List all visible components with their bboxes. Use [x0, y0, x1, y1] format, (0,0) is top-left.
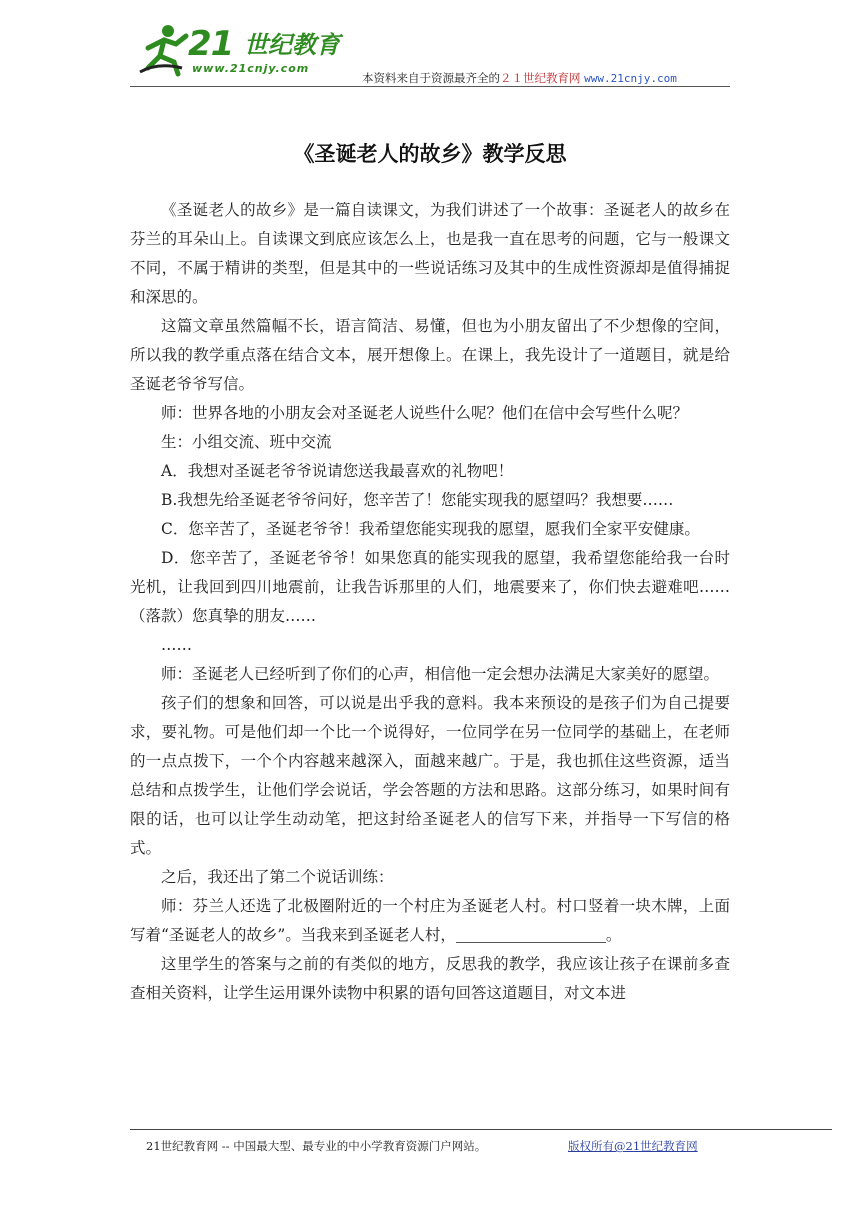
- paragraph: B.我想先给圣诞老爷爷问好，您辛苦了！您能实现我的愿望吗？我想要……: [161, 491, 674, 509]
- paragraph: ……: [161, 636, 192, 654]
- header-brand-link[interactable]: ２１世纪教育网: [500, 71, 581, 85]
- paragraph-with-blank: [130, 892, 730, 950]
- footer-copyright-link[interactable]: 版权所有@21世纪教育网: [568, 1139, 698, 1153]
- fill-in-blank: [456, 926, 606, 943]
- paragraph: 生：小组交流、班中交流: [161, 433, 332, 451]
- runner-logo-icon: [138, 22, 194, 78]
- paragraph: D．您辛苦了，圣诞老爷爷！如果您真的能实现我的愿望，我希望您能给我一台时光机，让我回到四川地震前，让我告诉那里的人们，地震要来了，你们快去避难吧……（落款）您真挚的朋友……: [130, 549, 730, 625]
- document-body: [130, 196, 730, 1008]
- paragraph-text: 师：芬兰人还选了北极圈附近的一个村庄为圣诞老人村。村口竖着一块木牌，上面写着“圣诞老人的故乡”。当我来到圣诞老人村，: [130, 897, 730, 944]
- header-note-prefix: 本资料来自于资源最齐全的: [362, 71, 500, 85]
- footer-text: 21世纪教育网 -- 中国最大型、最专业的中小学教育资源门户网站。: [146, 1139, 487, 1153]
- page-header: [130, 18, 730, 86]
- document-title: 《圣诞老人的故乡》教学反思: [293, 141, 567, 166]
- logo-brand-text: 世纪教育: [244, 31, 340, 59]
- footer-divider: [130, 1129, 832, 1130]
- paragraph: 这里学生的答案与之前的有类似的地方，反思我的教学，我应该让孩子在课前多查查相关资料，让学生运用课外读物中积累的语句回答这道题目，对文本进: [130, 955, 730, 1002]
- paragraph: 之后，我还出了第二个说话训练：: [161, 868, 394, 886]
- paragraph: 这篇文章虽然篇幅不长，语言简洁、易懂，但也为小朋友留出了不少想像的空间，所以我的教学重点落在结合文本，展开想像上。在课上，我先设计了一道题目，就是给圣诞老爷爷写信。: [130, 317, 730, 393]
- logo-url-text: www.21cnjy.com: [192, 62, 310, 75]
- header-url-link[interactable]: www.21cnjy.com: [584, 72, 677, 85]
- logo-number: 21: [188, 24, 234, 64]
- header-divider: [130, 86, 730, 87]
- paragraph: 师：世界各地的小朋友会对圣诞老人说些什么呢？他们在信中会写些什么呢？: [161, 404, 689, 422]
- paragraph: 《圣诞老人的故乡》是一篇自读课文，为我们讲述了一个故事：圣诞老人的故乡在芬兰的耳朵山上。自读课文到底应该怎么上，也是我一直在思考的问题，它与一般课文不同，不属于精讲的类型，但是其中的一些说话练习及其中的生成性资源却是值得捕捉和深思的。: [130, 201, 730, 306]
- paragraph: A．我想对圣诞老爷爷说请您送我最喜欢的礼物吧！: [161, 462, 514, 480]
- blank-end-punct: 。: [605, 926, 622, 944]
- paragraph: 孩子们的想象和回答，可以说是出乎我的意料。我本来预设的是孩子们为自己提要求，要礼物。可是他们却一个比一个说得好，一位同学在另一位同学的基础上，在老师的一点点拨下，一个个内容越来越深入，面越来越广。于是，我也抓住这些资源，适当总结和点拨学生，让他们学会说话，学会答题的方法和思路。这部分练习，如果时间有限的话，也可以让学生动动笔，把这封给圣诞老人的信写下来，并指导一下写信的格式。: [130, 694, 730, 857]
- header-source-note: [362, 70, 677, 86]
- paragraph: C．您辛苦了，圣诞老爷爷！我希望您能实现我的愿望，愿我们全家平安健康。: [161, 520, 700, 538]
- paragraph: 师：圣诞老人已经听到了你们的心声，相信他一定会想办法满足大家美好的愿望。: [161, 665, 720, 683]
- site-logo[interactable]: [130, 18, 340, 84]
